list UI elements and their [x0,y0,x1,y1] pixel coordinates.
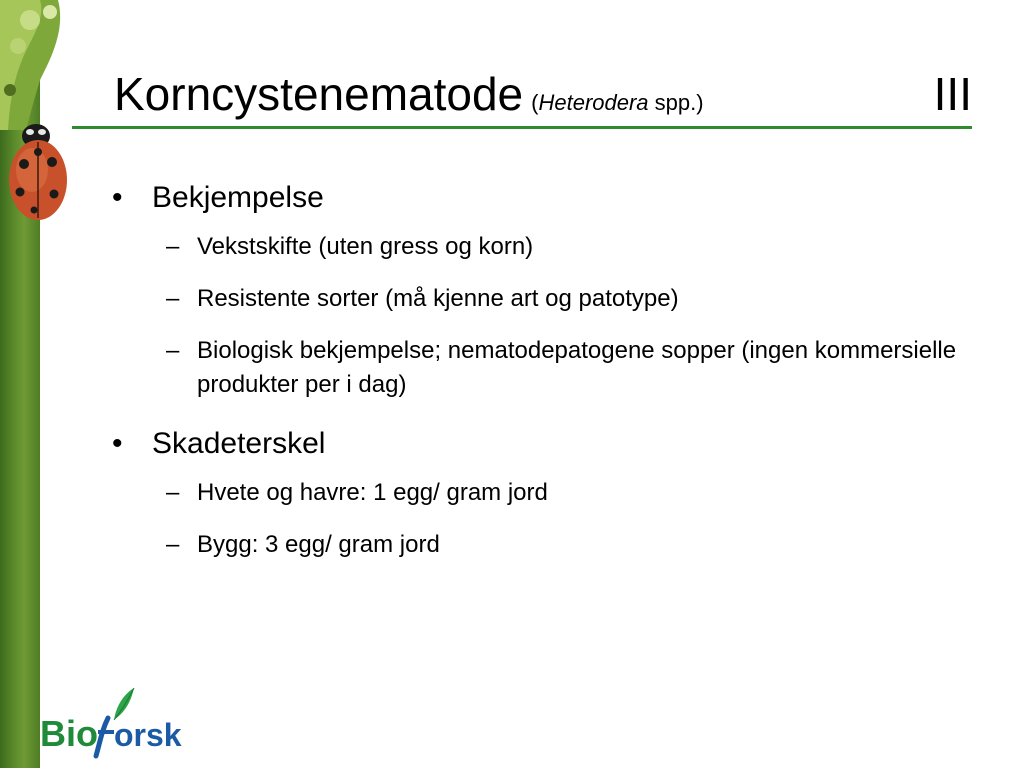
sub-bullet-text: Hvete og havre: 1 egg/ gram jord [197,479,548,506]
ladybug-image [4,112,70,224]
bioforsk-logo [38,680,188,760]
bullet-item [112,178,972,218]
bullet-text: Bekjempelse [152,181,324,214]
bullet-icon: • [112,181,123,214]
sub-bullet-item [112,528,972,562]
sub-bullet-text: Resistente sorter (må kjenne art og patotype) [197,285,679,312]
sub-bullet-item [112,230,972,264]
dash-icon: – [166,233,180,260]
slide-title [114,66,704,131]
leaf-top-decoration [0,0,72,130]
bullet-item [112,424,972,464]
sub-bullet-text: Biologisk bekjempelse; nematodepatogene sopper (ingen kommersielle produkter per i dag) [197,337,957,398]
sub-bullet-item [112,476,972,510]
genus-name: Heterodera [538,90,649,115]
title-main: Korncystenematode [114,68,524,120]
sub-bullet-item [112,334,972,402]
sub-bullet-item [112,282,972,316]
bullet-icon: • [112,427,123,460]
sub-bullet-text: Vekstskifte (uten gress og korn) [197,233,534,260]
dash-icon: – [166,337,180,364]
dash-icon: – [166,285,180,312]
slide-part-number: III [933,68,972,120]
bullet-text: Skadeterskel [152,427,326,460]
sub-bullet-text: Bygg: 3 egg/ gram jord [197,531,440,558]
svg-text:orsk: orsk [114,717,182,753]
svg-text:Bio: Bio [40,713,98,754]
title-subtitle: (Heterodera spp.) [531,90,704,115]
dash-icon: – [166,531,180,558]
dash-icon: – [166,479,180,506]
title-divider [72,126,972,129]
slide-content [112,178,972,580]
